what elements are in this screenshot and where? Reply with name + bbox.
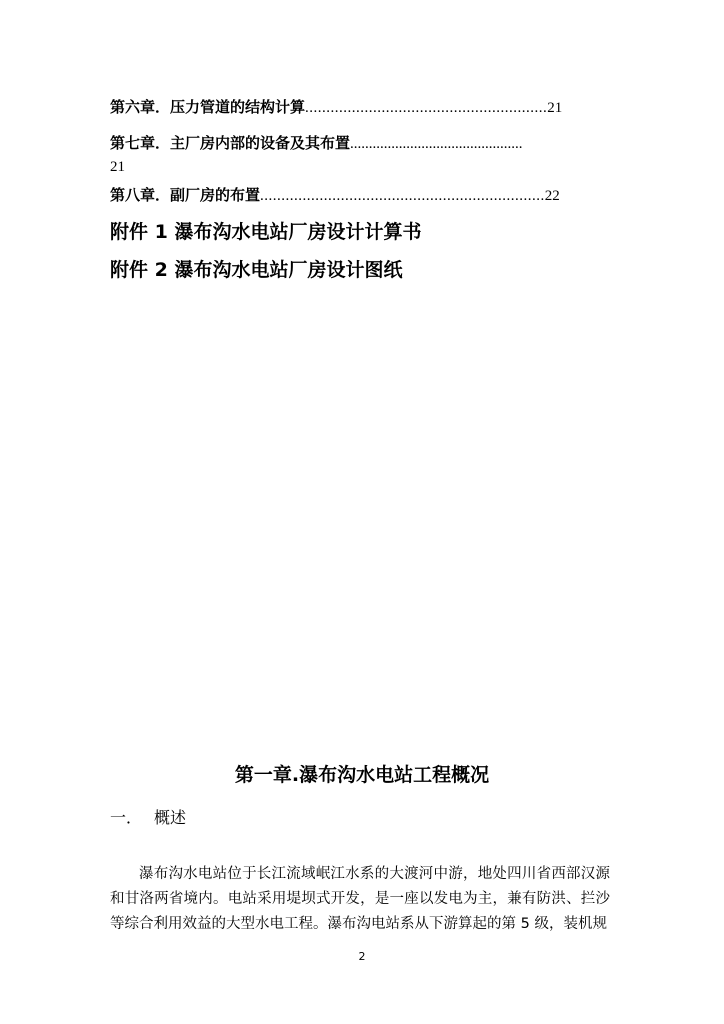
toc-leader: ...................................................................: [260, 188, 545, 204]
toc-label: 第七章．主厂房内部的设备及其布置: [110, 134, 351, 152]
toc-entry-ch7: [110, 132, 610, 178]
page-number: 2: [358, 950, 366, 963]
section-heading: [110, 805, 186, 828]
toc-appendix-2: 附件 2 瀑布沟水电站厂房设计图纸: [110, 259, 403, 281]
toc-leader: .........................................................: [305, 100, 548, 116]
body-paragraph: 瀑布沟水电站位于长江流域岷江水系的大渡河中游，地处四川省西部汉源和甘洛两省境内。电站采用堤坝式开发，是一座以发电为主，兼有防洪、拦沙等综合利用效益的大型水电工程。瀑布沟电站系从下游算起的第 5 级，装机规: [110, 866, 610, 932]
toc-page-number: 21: [547, 100, 563, 116]
toc-leader: ..............................................: [350, 136, 523, 152]
toc-label: 第六章．压力管道的结构计算: [110, 98, 306, 116]
toc-page-number: 22: [544, 188, 560, 204]
toc-appendix-1: 附件 1 瀑布沟水电站厂房设计计算书: [110, 221, 422, 243]
section-number: 一．: [110, 808, 143, 827]
toc-page-number: 21: [110, 159, 125, 175]
chapter-title: 第一章.瀑布沟水电站工程概况: [234, 764, 490, 786]
toc-entry-ch8: [110, 184, 610, 207]
toc-entry-ch6: [110, 96, 610, 119]
toc-label: 第八章．副厂房的布置: [110, 186, 261, 204]
section-title: 概述: [154, 808, 187, 827]
